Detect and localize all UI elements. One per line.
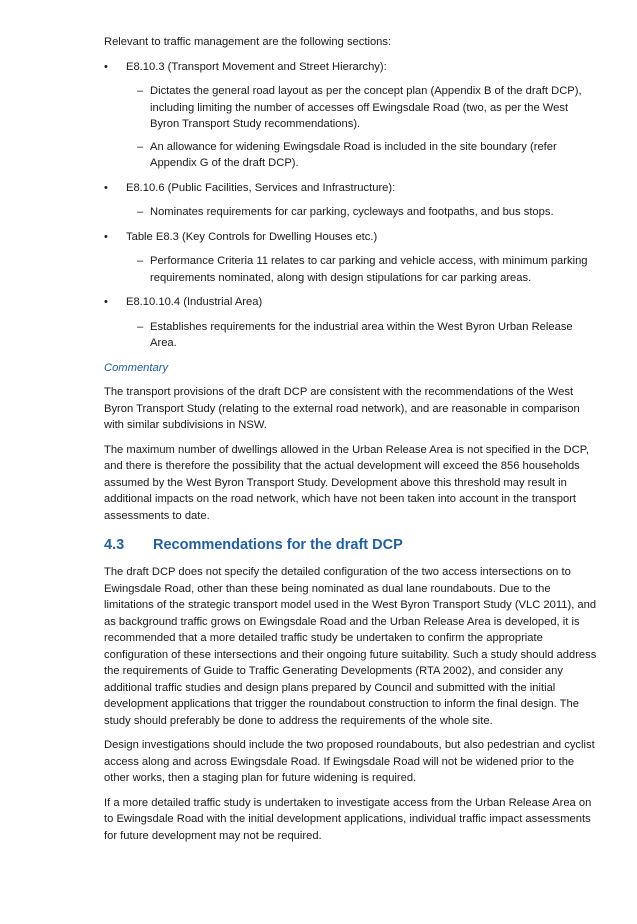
commentary-paragraph: The transport provisions of the draft DCP are consistent with the recommendations of the West Byron Transport Study (relating to the external road network), and are reasonable in comparison with similar subdivisions in NSW.: [104, 386, 580, 431]
list-item-title: Table E8.3 (Key Controls for Dwelling Houses etc.): [126, 230, 378, 243]
sub-list-item-text: Performance Criteria 11 relates to car parking and vehicle access, with minimum parking requirements nominated, along with design stipulations for car parking areas.: [150, 255, 588, 284]
list-item-title: E8.10.3 (Transport Movement and Street Hierarchy):: [126, 60, 387, 73]
dash-icon: –: [137, 206, 144, 218]
list-item: [104, 59, 600, 172]
commentary-paragraph: The maximum number of dwellings allowed in the Urban Release Area is not specified in the DCP, and there is therefore the possibility that the actual development will exceed the 856 households assumed by the West Byron Transport Study. Development above this threshold may result in additional impacts on the road network, which have not been taken into account in the transport assessments to date.: [104, 443, 589, 522]
bullet-icon: •: [104, 60, 108, 73]
list-item: [104, 180, 600, 221]
sub-list-item-text: Dictates the general road layout as per the concept plan (Appendix B of the draft DCP), including limiting the number of accesses off Ewingsdale Road (two, as per the West Byron Transport Study recommendations).: [150, 85, 582, 130]
sub-list: [126, 319, 600, 352]
sub-list-item-text: An allowance for widening Ewingsdale Road is included in the site boundary (refer Appendix G of the draft DCP).: [150, 140, 557, 169]
list-item: [104, 229, 600, 287]
bullet-icon: •: [104, 181, 108, 194]
dash-icon: –: [137, 320, 144, 333]
list-item-title: E8.10.6 (Public Facilities, Services and Infrastructure):: [126, 181, 396, 194]
dash-icon: –: [137, 255, 144, 267]
sub-list: [126, 204, 600, 221]
section-heading: [104, 536, 600, 554]
list-item-title: E8.10.10.4 (Industrial Area): [126, 296, 263, 308]
sub-list: [126, 83, 600, 172]
sub-list-item: [126, 319, 600, 352]
section-title: Recommendations for the draft DCP: [153, 537, 403, 553]
commentary-heading: Commentary: [104, 361, 169, 374]
body-paragraph: Design investigations should include the two proposed roundabouts, but also pedestrian and cyclist access along and across Ewingsdale Road. If Ewingsdale Road will not be widened prior to the other works, then a staging plan for future widening is required.: [104, 739, 595, 784]
sub-list-item: [126, 139, 600, 172]
dash-icon: –: [137, 140, 144, 153]
bullet-icon: •: [104, 296, 108, 308]
list-item: [104, 294, 600, 352]
body-paragraph: If a more detailed traffic study is undertaken to investigate access from the Urban Release Area on to Ewingsdale Road with the initial development applications, individual traffic impact assessments for future development may not be required.: [104, 796, 592, 842]
sub-list-item: [126, 253, 600, 286]
section-list: [104, 59, 600, 352]
body-paragraph: The draft DCP does not specify the detailed configuration of the two access intersections on to Ewingsdale Road, other than these being nominated as dual lane roundabouts. Due to the limitations of the strategic transport model used in the West Byron Transport Study (VLC 2011), and as background traffic grows on Ewingsdale Road and the Urban Release Area is developed, it is recommended that a more detailed traffic study be undertaken to confirm the appropriate configuration of these intersections and their ongoing future suitability. Such a study should address the requirements of Guide to Traffic Generating Developments (RTA 2002), and consider any additional traffic studies and design plans prepared by Council and submitted with the initial development applications that trigger the roundabout construction to inform the final design. The study should preferably be done to address the requirements of the whole site.: [104, 566, 597, 727]
sub-list-item-text: Establishes requirements for the industrial area within the West Byron Urban Release Area.: [150, 320, 573, 349]
intro-text: Relevant to traffic management are the following sections:: [104, 36, 392, 48]
document-page: [104, 34, 600, 852]
section-number: 4.3: [104, 537, 125, 553]
bullet-icon: •: [104, 230, 108, 243]
sub-list: [126, 253, 600, 286]
dash-icon: –: [137, 85, 144, 97]
sub-list-item-text: Nominates requirements for car parking, cycleways and footpaths, and bus stops.: [150, 206, 554, 218]
sub-list-item: [126, 83, 600, 133]
sub-list-item: [126, 204, 600, 221]
